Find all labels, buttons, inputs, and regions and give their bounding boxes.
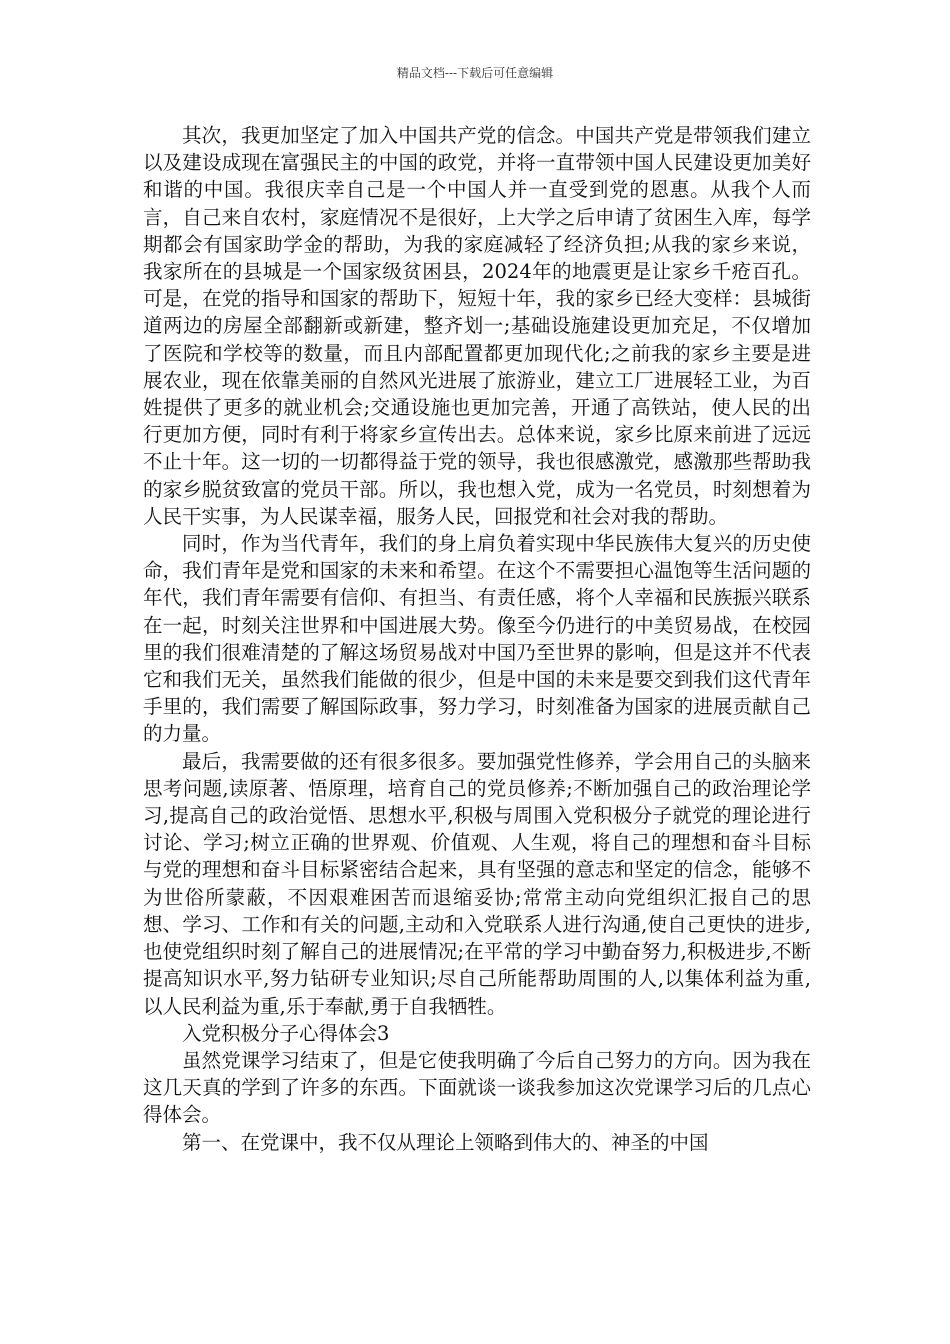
paragraph-intro: 虽然党课学习结束了，但是它使我明确了今后自己努力的方向。因为我在这几天真的学到了许多的东西。下面就谈一谈我参加这次党课学习后的几点心得体会。 xyxy=(143,1048,811,1127)
paragraph-finally: 最后，我需要做的还有很多很多。要加强党性修养，学会用自己的头脑来思考问题,读原著、悟原理，培育自己的党员修养;不断加强自己的政治理论学习,提高自己的政治觉悟、思想水平,积极与周围入党积极分子就党的理论进行讨论、学习;树立正确的世界观、价值观、人生观，将自己的理想和奋斗目标与党的理想和奋斗目标紧密结合起来，具有坚强的意志和坚定的信念，能够不为世俗所蒙蔽，不因艰难困苦而退缩妥协;常常主动向党组织汇报自己的思想、学习、工作和有关的问题,主动和入党联系人进行沟通,使自己更快的进步,也使党组织时刻了解自己的进展情况;在平常的学习中勤奋努力,积极进步,不断提高知识水平,努力钻研专业知识;尽自己所能帮助周围的人,以集体利益为重,以人民利益为重,乐于奉献,勇于自我牺牲。 xyxy=(143,749,811,1018)
page-header: 精品文档---下载后可任意编辑 xyxy=(396,66,554,80)
paragraph-youth-mission: 同时，作为当代青年，我们的身上肩负着实现中华民族伟大复兴的历史使命，我们青年是党和国家的未来和希望。在这个不需要担心温饱等生活问题的年代，我们青年需要有信仰、有担当、有责任感，将个人幸福和民族振兴联系在一起，时刻关注世界和中国进展大势。像至今仍进行的中美贸易战，在校园里的我们很难清楚的了解这场贸易战对中国乃至世界的影响，但是这并不代表它和我们无关，虽然我们能做的很少，但是中国的未来是要交到我们这代青年手里的，我们需要了解国际政事，努力学习，时刻准备为国家的进展贡献自己的力量。 xyxy=(143,532,811,746)
document-body xyxy=(143,122,811,1156)
section-heading: 入党积极分子心得体会3 xyxy=(182,1021,390,1045)
paragraph-first-point: 第一、在党课中，我不仅从理论上领略到伟大的、神圣的中国 xyxy=(182,1130,709,1154)
paragraph-second-reason: 其次，我更加坚定了加入中国共产党的信念。中国共产党是带领我们建立以及建设成现在富强民主的中国的政党，并将一直带领中国人民建设更加美好和谐的中国。我很庆幸自己是一个中国人并一直受到党的恩惠。从我个人而言，自己来自农村，家庭情况不是很好，上大学之后申请了贫困生入库，每学期都会有国家助学金的帮助，为我的家庭减轻了经济负担;从我的家乡来说，我家所在的县城是一个国家级贫困县，2024年的地震更是让家乡千疮百孔。可是，在党的指导和国家的帮助下，短短十年，我的家乡已经大变样：县城街道两边的房屋全部翻新或新建，整齐划一;基础设施建设更加充足，不仅增加了医院和学校等的数量，而且内部配置都更加现代化;之前我的家乡主要是进展农业，现在依靠美丽的自然风光进展了旅游业，建立工厂进展轻工业，为百姓提供了更多的就业机会;交通设施也更加完善，开通了高铁站，使人民的出行更加方便，同时有利于将家乡宣传出去。总体来说，家乡比原来前进了远远不止十年。这一切的一切都得益于党的领导，我也很感激党，感激那些帮助我的家乡脱贫致富的党员干部。所以，我也想入党，成为一名党员，时刻想着为人民干实事，为人民谋幸福，服务人民，回报党和社会对我的帮助。 xyxy=(143,124,811,528)
